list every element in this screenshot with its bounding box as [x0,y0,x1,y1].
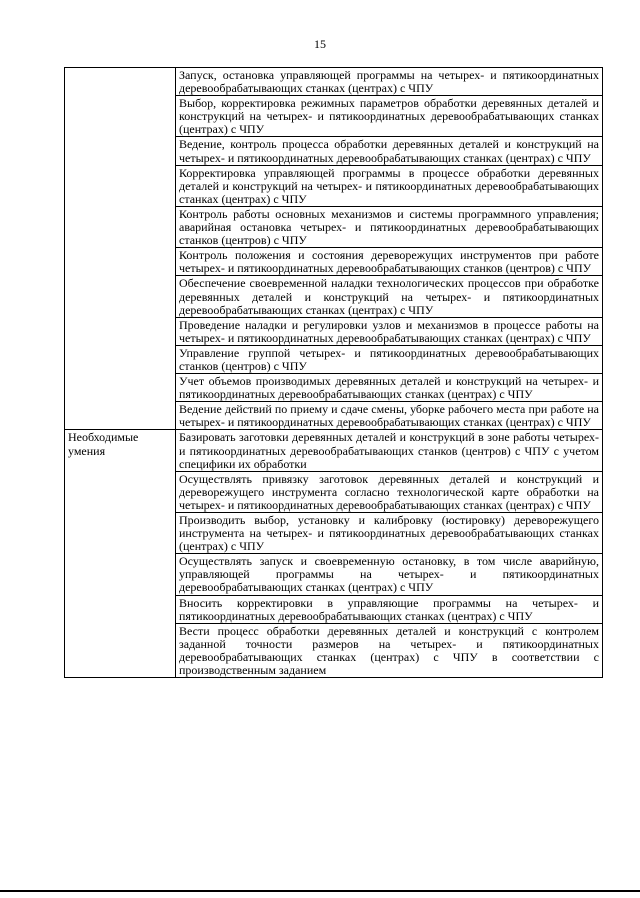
requirements-table-body [65,68,603,678]
requirement-item: Учет объемов производимых деревянных деталей и конструкций на четырех- и пятикоординатных деревообрабатывающих станках (центрах) с ЧПУ [176,374,603,402]
requirement-item: Проведение наладки и регулировки узлов и механизмов в процессе работы на четырех- и пятикоординатных деревообрабатывающих станках (центрах) с ЧПУ [176,317,603,345]
requirement-item: Осуществлять привязку заготовок деревянных деталей и конструкций и дереворежущего инструмента согласно технологической карте обработки на четырех- и пятикоординатных деревообрабатывающих станках (центрах) с ЧПУ [176,471,603,512]
requirement-item: Ведение, контроль процесса обработки деревянных деталей и конструкций на четырех- и пятикоординатных деревообрабатывающих станках (центрах) с ЧПУ [176,137,603,165]
requirement-item: Производить выбор, установку и калибровку (юстировку) дереворежущего инструмента на четырех- и пятикоординатных деревообрабатывающих станках (центрах) с ЧПУ [176,513,603,554]
requirement-item: Корректировка управляющей программы в процессе обработки деревянных деталей и конструкций на четырех- и пятикоординатных деревообрабатывающих станках (центрах) с ЧПУ [176,165,603,206]
page-number: 15 [314,37,326,51]
requirement-item: Обеспечение своевременной наладки технологических процессов при обработке деревянных деталей и конструкций на четырех- и пятикоординатных деревообрабатывающих станках (центрах) с ЧПУ [176,276,603,317]
requirement-item: Ведение действий по приему и сдаче смены, уборке рабочего места при работе на четырех- и пятикоординатных деревообрабатывающих станках (центрах) с ЧПУ [176,402,603,430]
requirement-item: Осуществлять запуск и своевременную остановку, в том числе аварийную, управляющей программы на четырех- и пятикоординатных деревообрабатывающих станках (центрах) с ЧПУ [176,554,603,595]
requirement-item: Вести процесс обработки деревянных деталей и конструкций с контролем заданной точности размеров на четырех- и пятикоординатных деревообрабатывающих станках (центрах) с ЧПУ в соответствии с производственным заданием [176,623,603,677]
requirement-item: Контроль работы основных механизмов и системы программного управления; аварийная остановка четырех- и пятикоординатных деревообрабатывающих станков (центров) с ЧПУ [176,206,603,247]
scan-bottom-edge [0,890,640,892]
requirement-item: Контроль положения и состояния дереворежущих инструментов при работе четырех- и пятикоординатных деревообрабатывающих станков (центров) с ЧПУ [176,248,603,276]
requirement-item: Управление группой четырех- и пятикоординатных деревообрабатывающих станков (центров) с ЧПУ [176,345,603,373]
section-label [65,68,176,430]
table-row [65,68,603,96]
requirements-table [64,67,603,678]
requirement-item: Запуск, остановка управляющей программы на четырех- и пятикоординатных деревообрабатывающих станках (центрах) с ЧПУ [176,68,603,96]
requirement-item: Базировать заготовки деревянных деталей и конструкций в зоне работы четырех- и пятикоординатных деревообрабатывающих станков (центров) с ЧПУ с учетом специфики их обработки [176,430,603,471]
requirement-item: Вносить корректировки в управляющие программы на четырех- и пятикоординатных деревообрабатывающих станках (центрах) с ЧПУ [176,595,603,623]
section-label: Необходимые умения [65,430,176,678]
table-row [65,430,603,471]
requirement-item: Выбор, корректировка режимных параметров обработки деревянных деталей и конструкций на четырех- и пятикоординатных деревообрабатывающих станках (центрах) с ЧПУ [176,96,603,137]
